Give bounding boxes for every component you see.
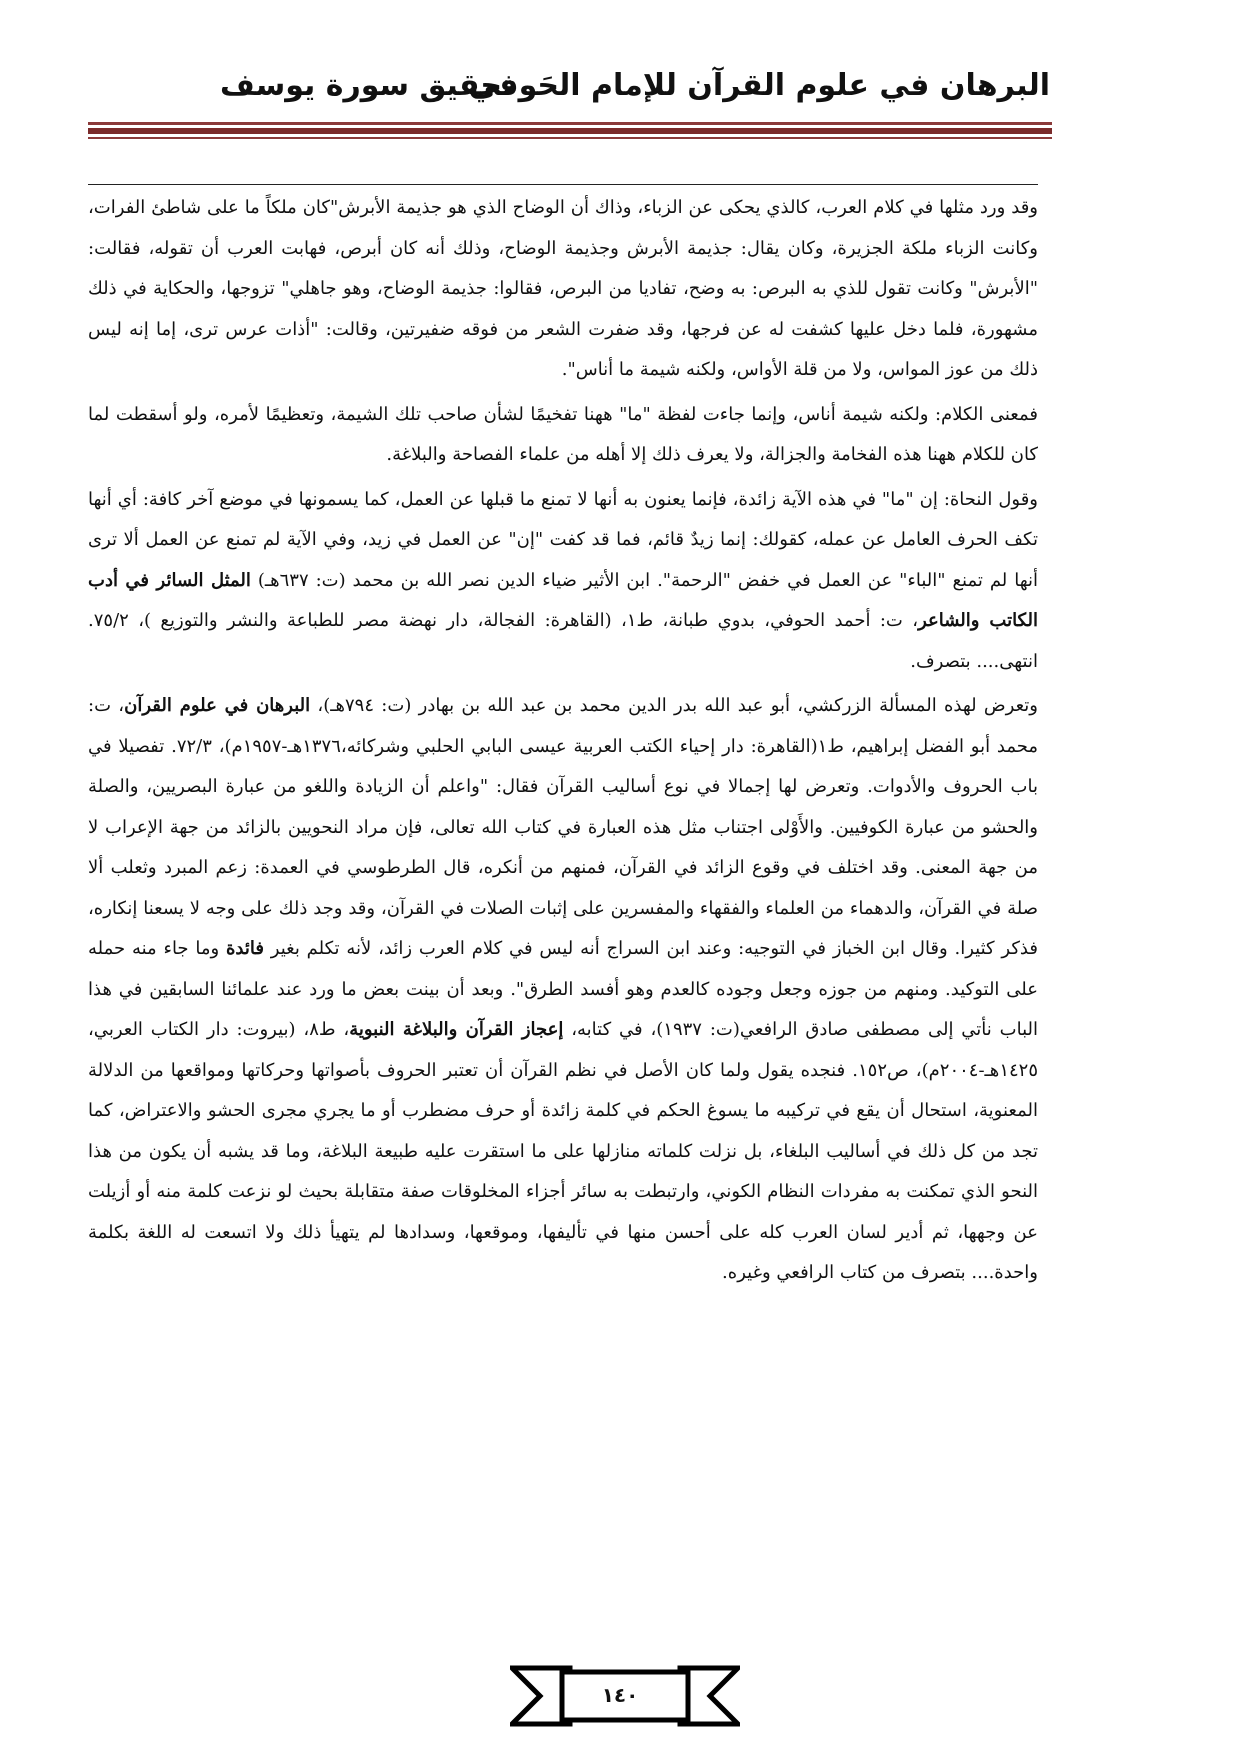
footnote-paragraph [88, 480, 1038, 683]
page-header [90, 68, 1050, 118]
header-rule-top [88, 122, 1052, 125]
footnote-body [88, 188, 1038, 1298]
footnote-paragraph [88, 395, 1038, 476]
cited-book-title: فائدة [226, 938, 264, 959]
section-title: تحقيق سورة يوسف [220, 68, 514, 103]
paragraph-text: وقول النحاة: إن "ما" في هذه الآية زائدة، فإنما يعنون به أنها لا تمنع ما قبلها عن العمل، كما يسمونها في موضع آخر كافة: أي أنها تكف الحرف العامل عن عمله، كقولك: إنما زيدٌ قائم، فما قد كفت "إن" عن العمل في زيد، وفي الآية لم تمنع عن العمل ألا ترى أنها لم تمنع "الباء" عن العمل في خفض "الرحمة". ابن الأثير ضياء الدين نصر الله بن محمد (ت: ٦٣٧هـ) [88, 488, 1038, 591]
cited-book-title: إعجاز القرآن والبلاغة النبوية [349, 1019, 564, 1040]
paragraph-text: ، ت: أحمد الحوفي، بدوي طبانة، ط١، (القاهرة: الفجالة، دار نهضة مصر للطباعة والنشر والتوزيع )، ٧٥/٢. انتهى.... بتصرف. [88, 610, 1038, 672]
cited-book-title: المثل السائر في أدب الكاتب والشاعر [88, 569, 1038, 631]
paragraph-text: وتعرض لهذه المسألة الزركشي، أبو عبد الله بدر الدين محمد بن عبد الله بن بهادر (ت: ٧٩٤هـ)، [310, 695, 1038, 716]
footnote-paragraph [88, 188, 1038, 391]
header-rule-bottom [88, 137, 1052, 139]
book-title: البرهان في علوم القرآن للإمام الحَوفي [468, 68, 1050, 103]
footnote-separator [88, 184, 1038, 185]
paragraph-text: وقد ورد مثلها في كلام العرب، كالذي يحكى عن الزباء، وذاك أن الوضاح الذي هو جذيمة الأبرش"كان ملكاً ما على شاطئ الفرات، وكانت الزباء ملكة الجزيرة، وكان يقال: جذيمة الأبرش وجذيمة الوضاح، وذلك أنه كان أبرص، فهابت العرب أن تقوله، فقالت: "الأبرش" وكانت تقول للذي به البرص: به وضح، تفاديا من البرص، فقالوا: جذيمة الوضاح، وهو جاهلي" تزوجها، والحكاية في ذلك مشهورة، فلما دخل عليها كشفت له عن فرجها، وقد ضفرت الشعر من فوقه ضفيرتين، وقالت: "أذات عرس ترى، إما إنه ليس ذلك من عوز المواس، ولا من قلة الأواس، ولكنه شيمة ما أناس". [88, 197, 1038, 380]
page-number: ١٤٠ [601, 1683, 639, 1707]
paragraph-text: ، ت: محمد أبو الفضل إبراهيم، ط١(القاهرة: دار إحياء الكتب العربية عيسى البابي الحلبي وشركائه،١٣٧٦هـ-١٩٥٧م)، ٧٢/٣. تفصيلا في باب الحروف والأدوات. وتعرض لها إجمالا في نوع أساليب القرآن فقال: "واعلم أن الزيادة واللغو من عبارة البصريين، والصلة والحشو من عبارة الكوفيين. والأَوْلى اجتناب مثل هذه العبارة في كتاب الله تعالى، فإن مراد النحويين بالزائد من جهة الإعراب لا من جهة المعنى. وقد اختلف في وقوع الزائد في القرآن، فمنهم من أنكره، قال الطرطوسي في العمدة: زعم المبرد وثعلب ألا صلة في القرآن، والدهماء من العلماء والفقهاء والمفسرين على إثبات الصلات في القرآن، وقد وجد ذلك على وجه لا يسعنا إنكاره، فذكر كثيرا. وقال ابن الخباز في التوجيه: وعند ابن السراج أنه ليس في كلام العرب زائد، لأنه تكلم بغير [88, 695, 1039, 959]
paragraph-text: فمعنى الكلام: ولكنه شيمة أناس، وإنما جاءت لفظة "ما" ههنا تفخيمًا لشأن صاحب تلك الشيمة، وتعظيمًا لأمره، ولو أسقطت لما كان للكلام ههنا هذه الفخامة والجزالة، ولا يعرف ذلك إلا أهله من علماء الفصاحة والبلاغة. [88, 403, 1038, 465]
footnote-paragraph [88, 686, 1038, 1294]
paragraph-text: ، ط٨، (بيروت: دار الكتاب العربي، ١٤٢٥هـ-٢٠٠٤م)، ص١٥٢. فنجده يقول ولما كان الأصل في نظم القرآن أن تعتبر الحروف بأصواتها وحركاتها ومواقعها من الدلالة المعنوية، استحال أن يقع في تركيبه ما يسوغ الحكم في كلمة زائدة أو حرف مضطرب أو ما يجري مجرى الحشو والاعتراض، كما تجد من كل ذلك في أساليب البلغاء، بل نزلت كلماته منازلها على ما استقرت عليه طبيعة البلاغة، وما قد يشبه أن يكون من هذا النحو الذي تمكنت به مفردات النظام الكوني، وارتبطت به سائر أجزاء المخلوقات صفة متقابلة بحيث لو نزعت كلمة منه أو أزيلت عن وجهها، ثم أدير لسان العرب كله على أحسن منها في تأليفها، وموقعها، وسدادها لم يتهيأ ذلك ولا اتسعت له اللغة بكلمة واحدة.... بتصرف من كتاب الرافعي وغيره. [88, 1019, 1038, 1283]
paragraph-text: وما جاء منه حمله على التوكيد. ومنهم من جوزه وجعل وجوده كالعدم وهو أفسد الطرق". وبعد أن بينت بعض ما ورد عند علمائنا السابقين في هذا الباب نأتي إلى مصطفى صادق الرافعي(ت: ١٩٣٧)، في كتابه، [88, 938, 1038, 1040]
header-rule-middle [88, 128, 1052, 134]
cited-book-title: البرهان في علوم القرآن [124, 695, 311, 716]
